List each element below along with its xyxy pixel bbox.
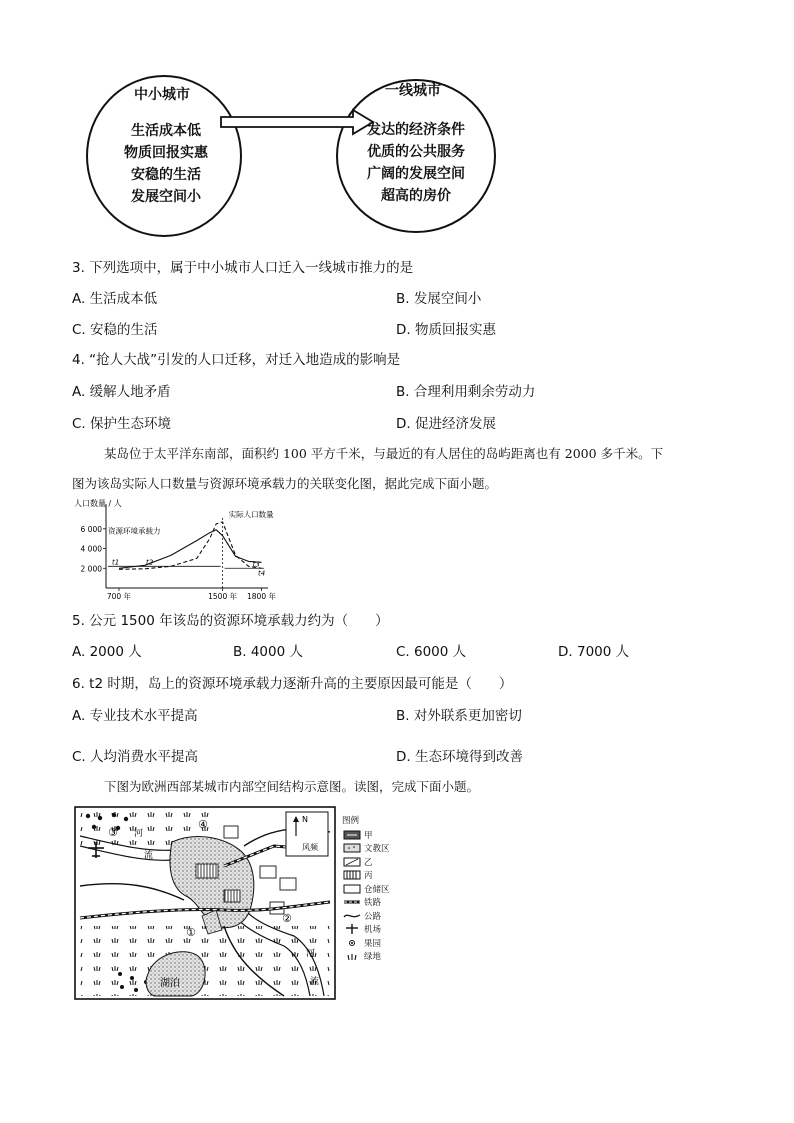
greenland-icon	[343, 951, 361, 961]
legend-item	[342, 855, 412, 869]
legend-item	[342, 923, 412, 937]
q3-option-c[interactable]: C. 安稳的生活	[72, 322, 158, 338]
zone-yi-icon	[343, 857, 361, 867]
lake-label: 湖泊	[160, 978, 180, 989]
question-4: 4. “抢人大战”引发的人口迁移，对迁入地造成的影响是	[72, 352, 401, 368]
q3-option-a[interactable]: A. 生活成本低	[72, 291, 158, 307]
island-intro-line-2: 图为该岛实际人口数量与资源环境承载力的关联变化图，据此完成下面小题。	[72, 476, 498, 491]
small-city-feature: 物质回报实惠	[124, 145, 208, 161]
period-label: t2	[146, 558, 154, 567]
q4-option-b[interactable]: B. 合理利用剩余劳动力	[396, 384, 536, 400]
q5-option-b[interactable]: B. 4000 人	[233, 644, 303, 660]
y-tick-label: 4 000	[80, 544, 102, 554]
legend-title: 图例	[342, 816, 360, 826]
legend-item	[342, 869, 412, 883]
q6-option-a[interactable]: A. 专业技术水平提高	[72, 708, 198, 724]
orchard-icon	[343, 938, 361, 948]
legend-label: 铁路	[364, 898, 382, 909]
small-city-features	[111, 120, 221, 208]
population-chart-svg	[72, 496, 277, 602]
y-tick-label: 6 000	[80, 524, 102, 534]
legend-label: 乙	[364, 857, 373, 868]
big-city-feature: 发达的经济条件	[367, 122, 465, 138]
x-tick-label: 1800 年	[247, 592, 277, 601]
question-6: 6. t2 时期，岛上的资源环境承载力逐渐升高的主要原因最可能是（ ）	[72, 676, 513, 692]
q5-option-d[interactable]: D. 7000 人	[558, 644, 630, 660]
big-city-feature: 优质的公共服务	[367, 144, 465, 160]
small-city-feature: 生活成本低	[131, 123, 201, 139]
big-city-features	[351, 119, 481, 207]
q5-option-a[interactable]: A. 2000 人	[72, 644, 142, 660]
greenland-area	[80, 926, 330, 996]
legend-label: 绿地	[364, 952, 382, 963]
legend-item	[342, 950, 412, 964]
series-label: 实际人口数量	[228, 509, 274, 519]
q6-option-b[interactable]: B. 对外联系更加密切	[396, 708, 522, 724]
q4-option-a[interactable]: A. 缓解人地矛盾	[72, 384, 171, 400]
small-city-title: 中小城市	[134, 87, 190, 103]
migration-diagram	[85, 72, 505, 242]
big-city-feature: 超高的房价	[381, 188, 451, 204]
x-tick-label: 700 年	[106, 592, 132, 601]
north-label: N	[302, 815, 308, 824]
legend-label: 文教区	[364, 844, 390, 855]
period-label: t1	[112, 558, 120, 567]
zone-jia-icon	[343, 830, 361, 840]
period-label: t4	[258, 569, 266, 578]
legend-label: 丙	[364, 871, 373, 882]
zone-number: ③	[108, 826, 118, 839]
zone-number: ①	[186, 926, 196, 939]
road-icon	[343, 911, 361, 921]
big-city-feature: 广阔的发展空间	[367, 166, 465, 182]
small-city-feature: 发展空间小	[131, 189, 201, 205]
airport-icon	[343, 924, 361, 934]
zone-bing-icon	[343, 870, 361, 880]
legend-item	[342, 842, 412, 856]
river-label: 流	[144, 851, 154, 861]
q3-option-b[interactable]: B. 发展空间小	[396, 291, 482, 307]
river-label: 河	[306, 949, 316, 959]
x-tick-label: 1500 年	[208, 592, 238, 601]
culture-edu-icon	[343, 843, 361, 853]
legend-label: 公路	[364, 911, 382, 922]
question-3: 3. 下列选项中，属于中小城市人口迁入一线城市推力的是	[72, 260, 414, 276]
q3-option-d[interactable]: D. 物质回报实惠	[396, 322, 496, 338]
legend-label: 果园	[364, 938, 382, 949]
railway-icon	[343, 897, 361, 907]
q4-option-d[interactable]: D. 促进经济发展	[396, 416, 496, 432]
y-axis-label: 人口数量 / 人	[74, 499, 122, 508]
island-intro-line-1: 某岛位于太平洋东南部，面积约 100 平方千米，与最近的有人居住的岛屿距离也有 2000 多千米。下	[104, 446, 664, 461]
legend-item	[342, 828, 412, 842]
warehouse-icon	[343, 884, 361, 894]
city-intro-line: 下图为欧洲西部某城市内部空间结构示意图。读图，完成下面小题。	[104, 779, 480, 794]
wind-label: 风频	[302, 843, 318, 852]
river-label: 河	[134, 829, 144, 839]
legend-item	[342, 896, 412, 910]
period-label: t3	[252, 560, 260, 569]
zone-bing-block	[224, 890, 240, 902]
legend-item	[342, 936, 412, 950]
map-legend	[342, 814, 412, 963]
question-5: 5. 公元 1500 年该岛的资源环境承载力约为（ ）	[72, 613, 389, 629]
y-tick-label: 2 000	[80, 564, 102, 574]
city-structure-map	[74, 806, 336, 1001]
legend-item	[342, 882, 412, 896]
legend-item	[342, 909, 412, 923]
river-label: 流	[310, 977, 320, 987]
q5-option-c[interactable]: C. 6000 人	[396, 644, 467, 660]
q6-option-c[interactable]: C. 人均消费水平提高	[72, 749, 199, 765]
big-city-title: 一线城市	[385, 83, 441, 99]
small-city-feature: 安稳的生活	[131, 167, 201, 183]
series-label: 资源环境承载力	[108, 526, 161, 536]
legend-label: 机场	[364, 925, 382, 936]
city-map-svg	[74, 806, 336, 1001]
q4-option-c[interactable]: C. 保护生态环境	[72, 416, 172, 432]
zone-number: ②	[282, 912, 292, 925]
zone-bing-block	[196, 864, 218, 878]
zone-number: ④	[198, 818, 208, 831]
q6-option-d[interactable]: D. 生态环境得到改善	[396, 749, 523, 765]
legend-label: 甲	[364, 830, 373, 841]
population-chart	[72, 496, 277, 602]
legend-label: 仓储区	[364, 884, 390, 895]
